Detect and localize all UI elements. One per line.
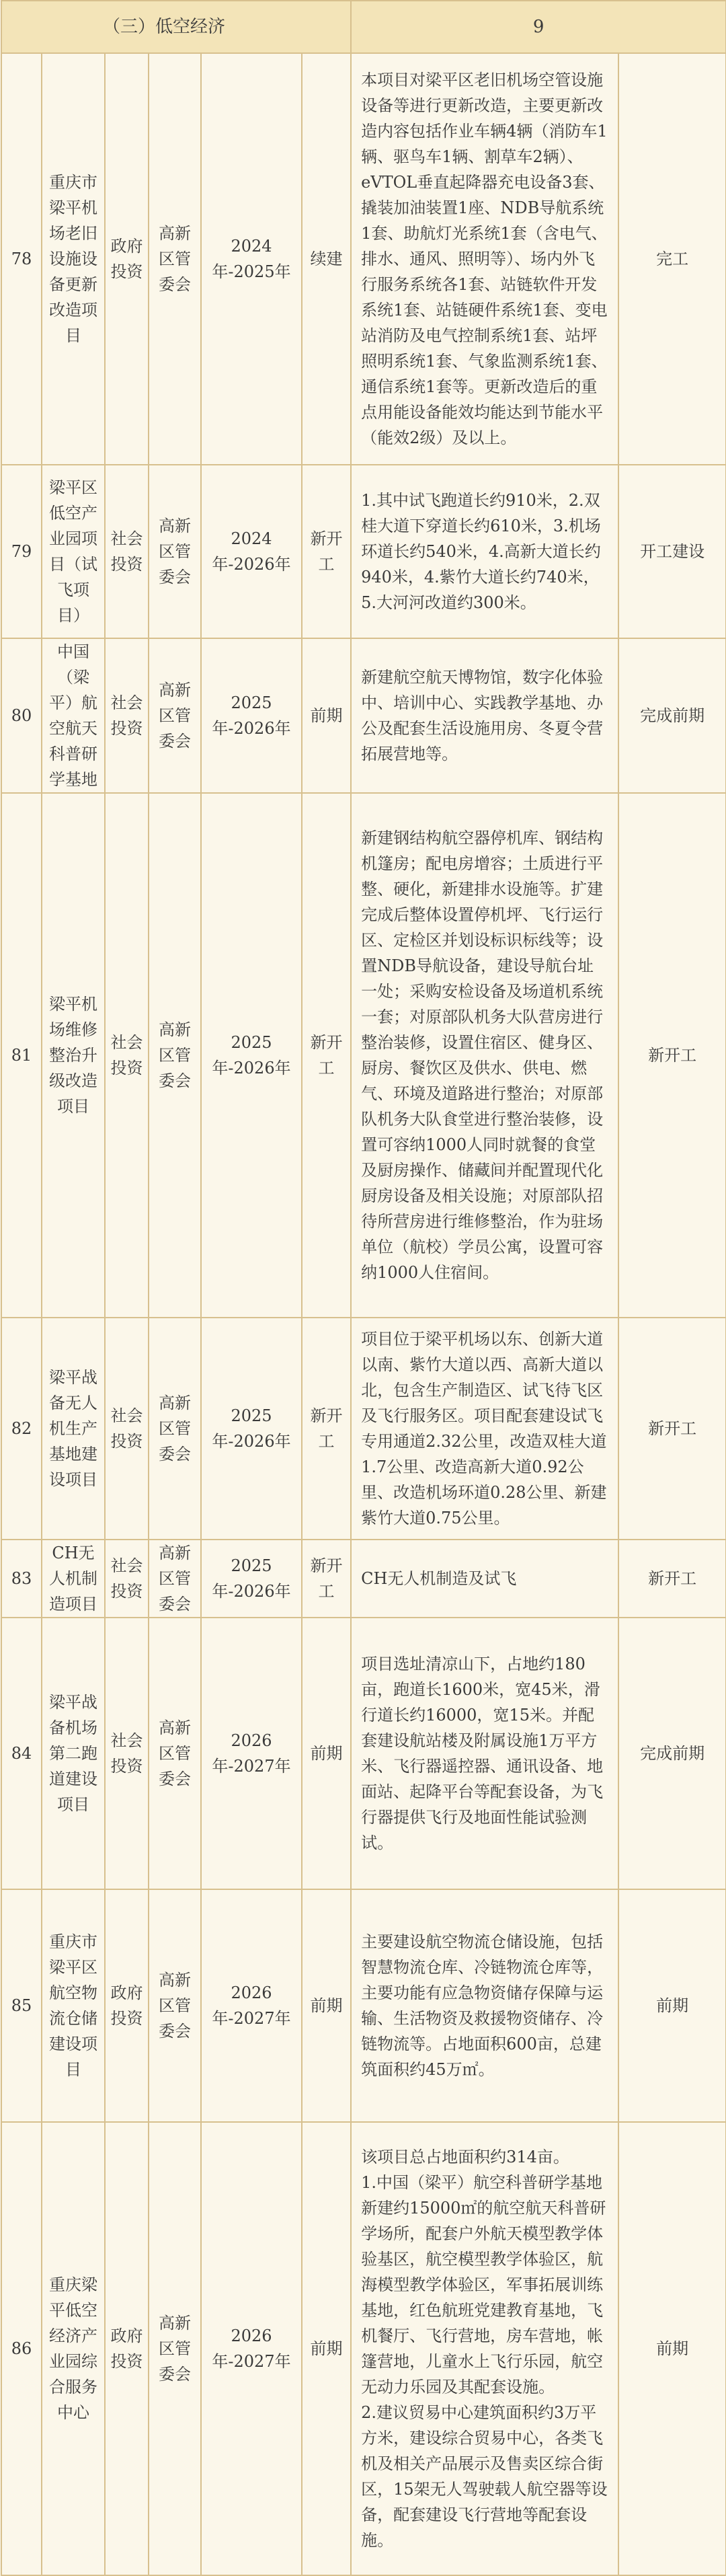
row-number: 81 bbox=[1, 793, 42, 1318]
construction-period: 2026年-2027年 bbox=[201, 1618, 302, 1889]
table-row bbox=[1, 638, 726, 793]
table-body bbox=[1, 53, 726, 2575]
construction-nature: 前期 bbox=[302, 2122, 351, 2575]
responsible-unit: 高新区管委会 bbox=[149, 1889, 201, 2122]
construction-period: 2025年-2026年 bbox=[201, 1540, 302, 1618]
construction-nature: 续建 bbox=[302, 53, 351, 465]
construction-nature: 前期 bbox=[302, 1618, 351, 1889]
construction-period: 2025年-2026年 bbox=[201, 638, 302, 793]
annual-target: 前期 bbox=[618, 2122, 726, 2575]
construction-content: CH无人机制造及试飞 bbox=[351, 1540, 618, 1618]
responsible-unit: 高新区管委会 bbox=[149, 793, 201, 1318]
construction-content: 项目位于梁平机场以东、创新大道以南、紫竹大道以西、高新大道以北，包含生产制造区、试飞待飞区及飞行服务区。项目配套建设试飞专用通道2.32公里，改造双桂大道1.7公里、改造高新大道0.92公里、改造机场环道0.28公里、新建紫竹大道0.75公里。 bbox=[351, 1318, 618, 1540]
table-row bbox=[1, 53, 726, 465]
table-row bbox=[1, 793, 726, 1318]
construction-period: 2025年-2026年 bbox=[201, 1318, 302, 1540]
project-name: 中国（梁平）航空航天科普研学基地 bbox=[42, 638, 105, 793]
table-row bbox=[1, 465, 726, 638]
project-name: 重庆梁平低空经济产业园综合服务中心 bbox=[42, 2122, 105, 2575]
construction-nature: 新开工 bbox=[302, 465, 351, 638]
construction-period: 2025年-2026年 bbox=[201, 793, 302, 1318]
row-number: 86 bbox=[1, 2122, 42, 2575]
construction-content: 主要建设航空物流仓储设施，包括智慧物流仓库、冷链物流仓库等，主要功能有应急物资储存保障与运输、生活物资及救援物资储存、冷链物流等。占地面积600亩，总建筑面积约45万㎡。 bbox=[351, 1889, 618, 2122]
project-name: 梁平区低空产业园项目（试飞项目） bbox=[42, 465, 105, 638]
row-number: 78 bbox=[1, 53, 42, 465]
row-number: 84 bbox=[1, 1618, 42, 1889]
annual-target: 新开工 bbox=[618, 1318, 726, 1540]
construction-period: 2024年-2025年 bbox=[201, 53, 302, 465]
annual-target: 前期 bbox=[618, 1889, 726, 2122]
construction-content: 项目选址清凉山下，占地约180亩，跑道长1600米，宽45米，滑行道长约16000，宽15米。并配套建设航站楼及附属设施1万平方米、飞行器遥控器、通讯设备、地面站、起降平台等配套设备，为飞行器提供飞行及地面性能试验测试。 bbox=[351, 1618, 618, 1889]
responsible-unit: 高新区管委会 bbox=[149, 1618, 201, 1889]
investor-type: 社会投资 bbox=[105, 1540, 149, 1618]
investor-type: 社会投资 bbox=[105, 793, 149, 1318]
responsible-unit: 高新区管委会 bbox=[149, 1540, 201, 1618]
responsible-unit: 高新区管委会 bbox=[149, 2122, 201, 2575]
annual-target: 完工 bbox=[618, 53, 726, 465]
construction-content: 1.其中试飞跑道长约910米，2.双桂大道下穿道长约610米，3.机场环道长约540米，4.高新大道长约940米，4.紫竹大道长约740米，5.大河河改道约300米。 bbox=[351, 465, 618, 638]
construction-nature: 前期 bbox=[302, 638, 351, 793]
project-name: 梁平战备无人机生产基地建设项目 bbox=[42, 1318, 105, 1540]
table-row bbox=[1, 1540, 726, 1618]
row-number: 85 bbox=[1, 1889, 42, 2122]
construction-content: 新建钢结构航空器停机库、钢结构机篷房；配电房增容；土质进行平整、硬化，新建排水设施等。扩建完成后整体设置停机坪、飞行运行区、定检区并划设标识标线等；设置NDB导航设备，建设导航台址一处；采购安检设备及场道机系统一套；对原部队机务大队营房进行整治装修，设置住宿区、健身区、厨房、餐饮区及供水、供电、燃气、环境及道路进行整治；对原部队机务大队食堂进行整治装修，设置可容纳1000人同时就餐的食堂及厨房操作、储藏间并配置现代化厨房设备及相关设施；对原部队招待所营房进行维修整治，作为驻场单位（航校）学员公寓，设置可容纳1000人住宿间。 bbox=[351, 793, 618, 1318]
investor-type: 社会投资 bbox=[105, 465, 149, 638]
annual-target: 新开工 bbox=[618, 793, 726, 1318]
section-header-row bbox=[1, 1, 726, 53]
responsible-unit: 高新区管委会 bbox=[149, 53, 201, 465]
project-name: 梁平机场维修整治升级改造项目 bbox=[42, 793, 105, 1318]
section-title: （三）低空经济 bbox=[1, 1, 351, 53]
investor-type: 政府投资 bbox=[105, 1889, 149, 2122]
investor-type: 社会投资 bbox=[105, 1618, 149, 1889]
responsible-unit: 高新区管委会 bbox=[149, 465, 201, 638]
construction-period: 2026年-2027年 bbox=[201, 1889, 302, 2122]
project-name: CH无人机制造项目 bbox=[42, 1540, 105, 1618]
construction-nature: 新开工 bbox=[302, 1318, 351, 1540]
responsible-unit: 高新区管委会 bbox=[149, 1318, 201, 1540]
investor-type: 社会投资 bbox=[105, 638, 149, 793]
table-row bbox=[1, 1889, 726, 2122]
construction-period: 2026年-2027年 bbox=[201, 2122, 302, 2575]
construction-content: 本项目对梁平区老旧机场空管设施设备等进行更新改造，主要更新改造内容包括作业车辆4辆（消防车1辆、驱鸟车1辆、割草车2辆）、eVTOL垂直起降器充电设备3套、撬装加油装置1座、NDB导航系统1套、助航灯光系统1套（含电气、排水、通风、照明等）、场内外飞行服务系统各1套、站链软件开发系统1套、站链硬件系统1套、变电站消防及电气控制系统1套、站坪照明系统1套、气象监测系统1套、通信系统1套等。更新改造后的重点用能设备能效均能达到节能水平（能效2级）及以上。 bbox=[351, 53, 618, 465]
construction-nature: 新开工 bbox=[302, 1540, 351, 1618]
table-row bbox=[1, 1318, 726, 1540]
annual-target: 新开工 bbox=[618, 1540, 726, 1618]
row-number: 80 bbox=[1, 638, 42, 793]
construction-content: 新建航空航天博物馆，数字化体验中、培训中心、实践教学基地、办公及配套生活设施用房、冬夏令营拓展营地等。 bbox=[351, 638, 618, 793]
construction-nature: 新开工 bbox=[302, 793, 351, 1318]
construction-period: 2024年-2026年 bbox=[201, 465, 302, 638]
row-number: 79 bbox=[1, 465, 42, 638]
table-row bbox=[1, 2122, 726, 2575]
investor-type: 社会投资 bbox=[105, 1318, 149, 1540]
section-count: 9 bbox=[351, 1, 726, 53]
annual-target: 完成前期 bbox=[618, 1618, 726, 1889]
construction-content: 该项目总占地面积约314亩。 1.中国（梁平）航空科普研学基地新建约15000㎡的航空航天科普研学场所，配套户外航天模型教学体验基区，航空模型教学体验区，航海模型教学体验区，军事拓展训练基地，红色航班党建教育基地，飞机餐厅、飞行营地，房车营地，帐篷营地，儿童水上飞行乐园，航空无动力乐园及其配套设施。 2.建议贸易中心建筑面积约3万平方米，建设综合贸易中心，各类飞机及相关产品展示及售卖区综合街区，15架无人驾驶载人航空器等设备，配套建设飞行营地等配套设施。 bbox=[351, 2122, 618, 2575]
investor-type: 政府投资 bbox=[105, 2122, 149, 2575]
row-number: 83 bbox=[1, 1540, 42, 1618]
row-number: 82 bbox=[1, 1318, 42, 1540]
project-name: 梁平战备机场第二跑道建设项目 bbox=[42, 1618, 105, 1889]
investor-type: 政府投资 bbox=[105, 53, 149, 465]
project-name: 重庆市梁平区航空物流仓储建设项目 bbox=[42, 1889, 105, 2122]
project-name: 重庆市梁平机场老旧设施设备更新改造项目 bbox=[42, 53, 105, 465]
annual-target: 完成前期 bbox=[618, 638, 726, 793]
construction-nature: 前期 bbox=[302, 1889, 351, 2122]
responsible-unit: 高新区管委会 bbox=[149, 638, 201, 793]
project-table bbox=[1, 0, 726, 2576]
table-row bbox=[1, 1618, 726, 1889]
annual-target: 开工建设 bbox=[618, 465, 726, 638]
